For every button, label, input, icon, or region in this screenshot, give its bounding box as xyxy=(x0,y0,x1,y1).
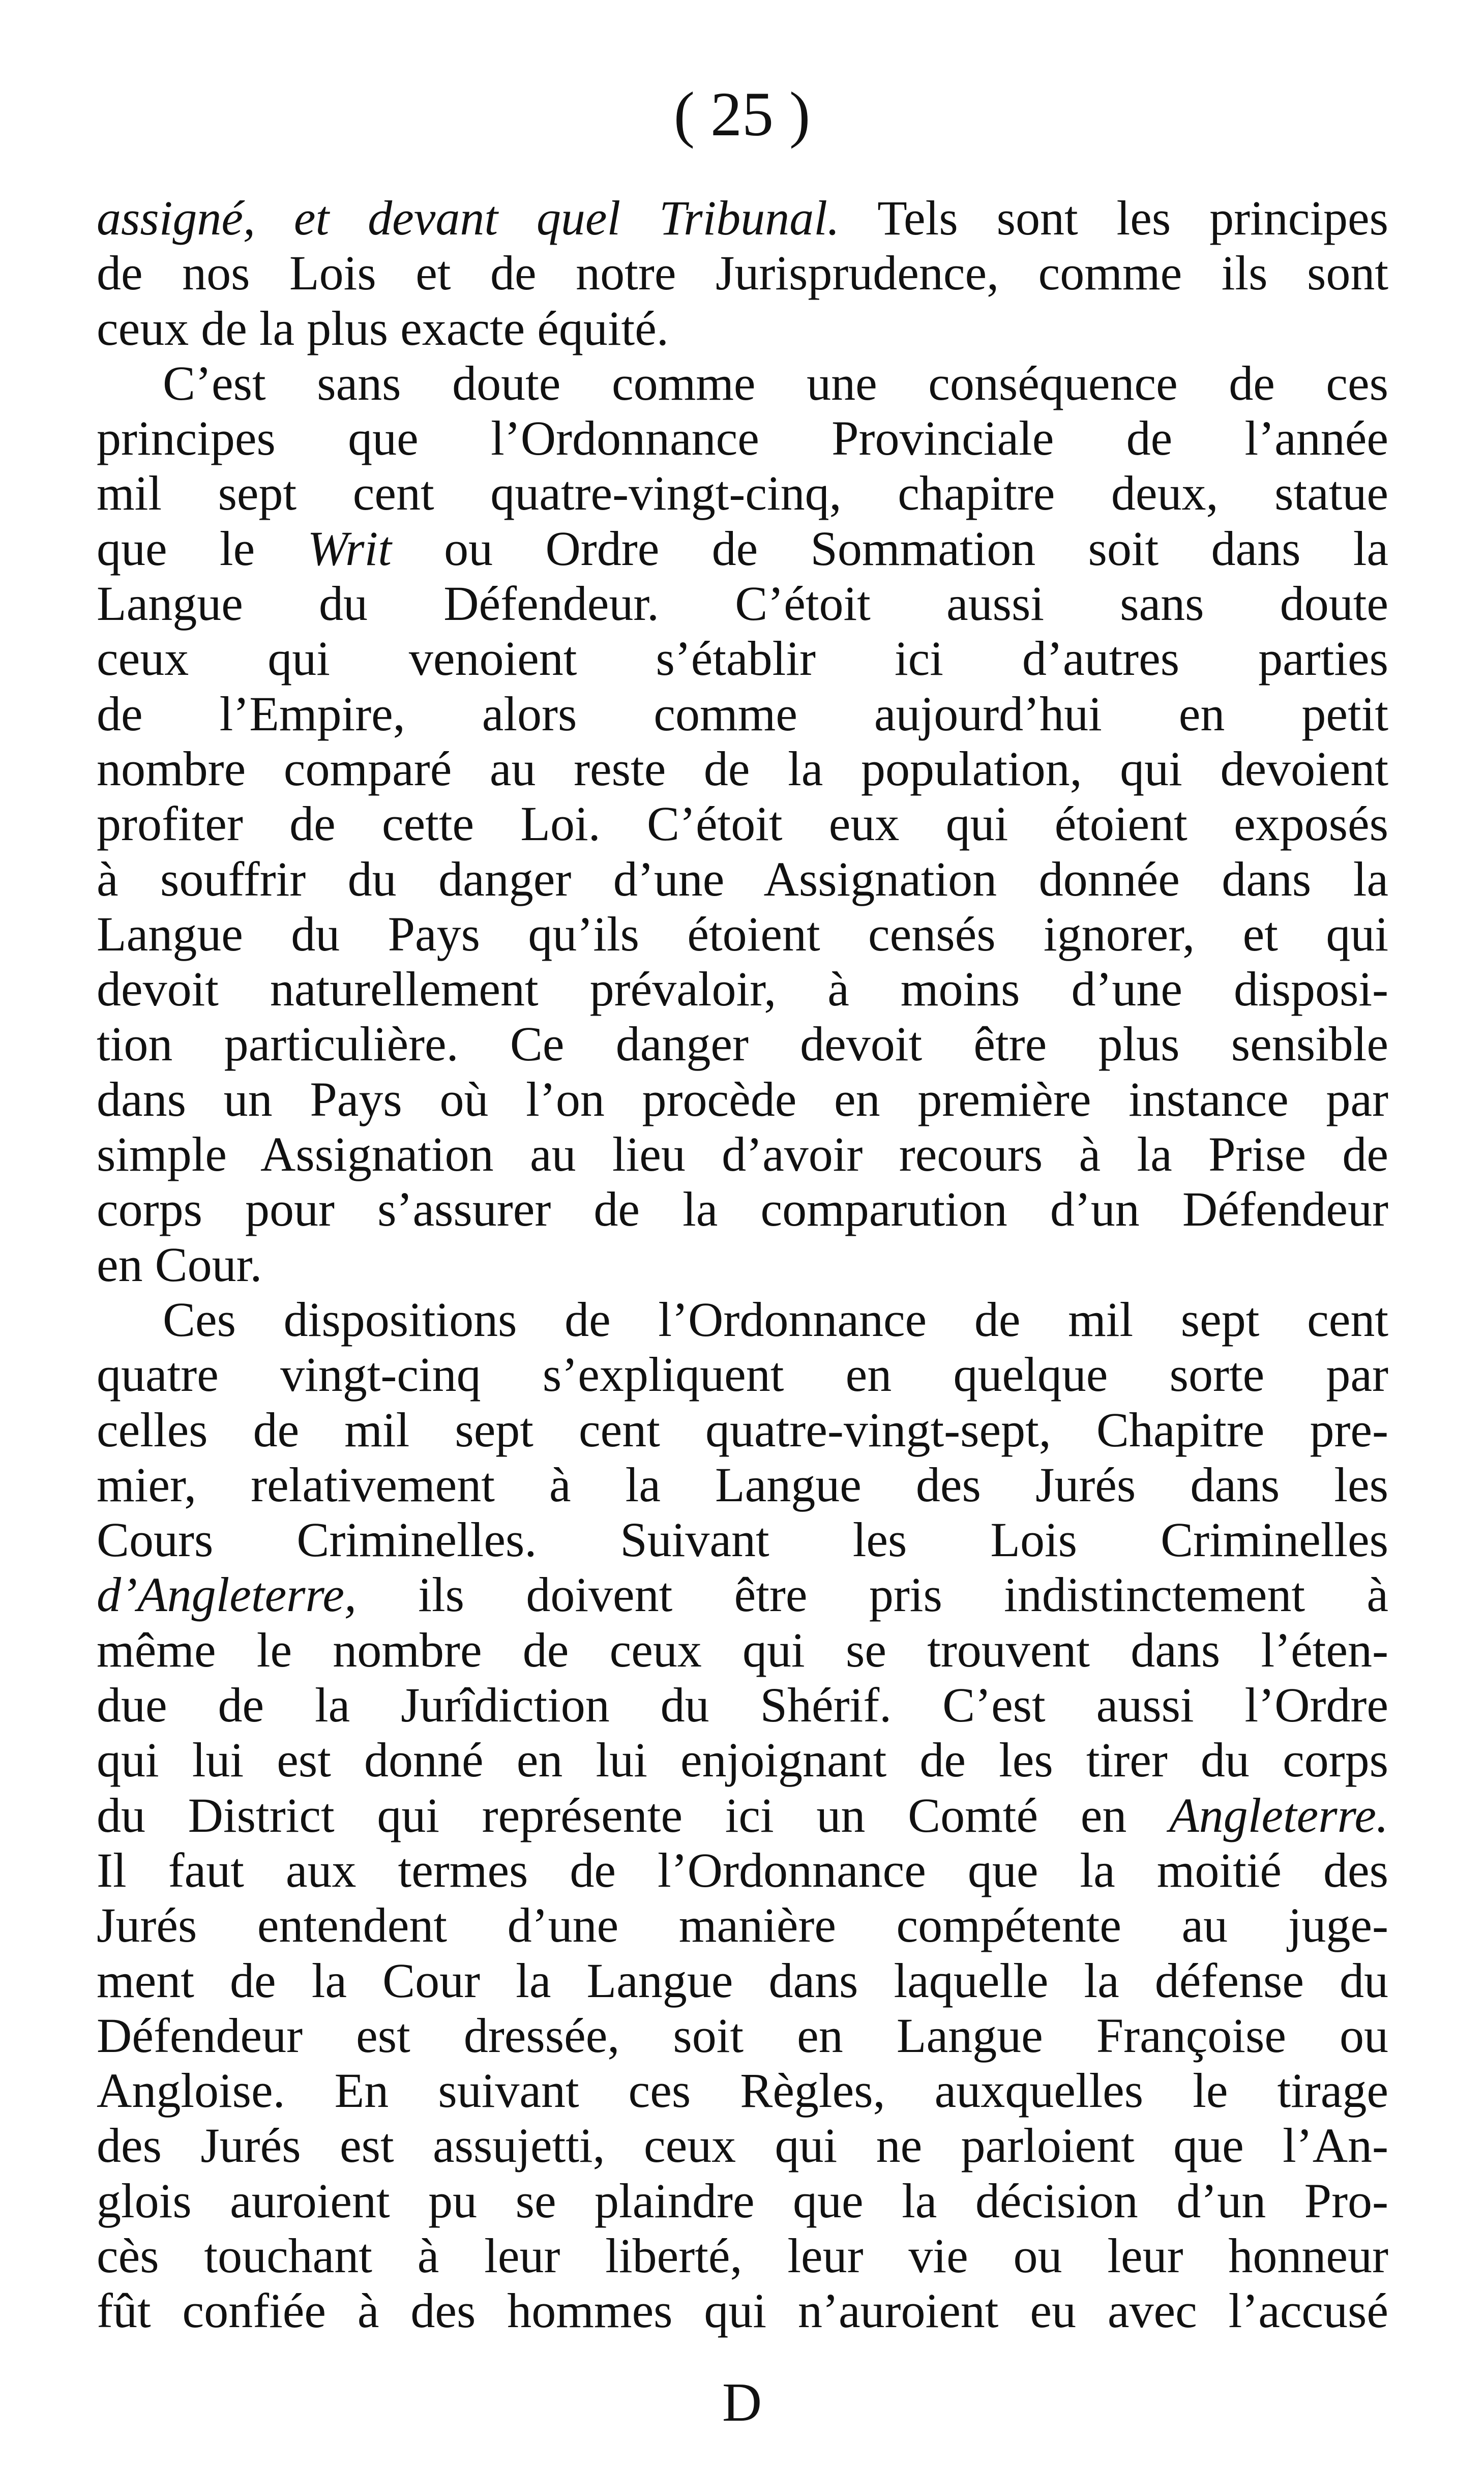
signature-mark: D xyxy=(722,2372,762,2433)
text-line: Cours Criminelles. Suivant les Lois Criminelles xyxy=(97,1512,1388,1567)
text-line: à souffrir du danger d’une Assignation donnée dans la xyxy=(97,851,1388,906)
text-line: Il faut aux termes de l’Ordonnance que la moitié des xyxy=(97,1842,1388,1897)
text-line: assigné, et devant quel Tribunal. Tels sont les principes xyxy=(97,191,1388,245)
text-line: dans un Pays où l’on procède en première instance par xyxy=(97,1072,1388,1126)
text-line: en Cour. xyxy=(97,1237,262,1292)
page-number: ( 25 ) xyxy=(673,79,811,149)
text-line: Langue du Pays qu’ils étoient censés ignorer, et qui xyxy=(97,906,1388,961)
paragraph-start-line: Ces dispositions de l’Ordonnance de mil sept cent xyxy=(163,1292,1388,1347)
text-line: simple Assignation au lieu d’avoir recours à la Prise de xyxy=(97,1127,1388,1182)
text-line: d’Angleterre, ils doivent être pris indistinctement à xyxy=(97,1567,1388,1622)
text-line: qui lui est donné en lui enjoignant de les tirer du corps xyxy=(97,1733,1388,1788)
text-line: cès touchant à leur liberté, leur vie ou leur honneur xyxy=(97,2228,1388,2283)
text-line: mier, relativement à la Langue des Jurés dans les xyxy=(97,1457,1388,1512)
text-line: nombre comparé au reste de la population, qui devoient xyxy=(97,741,1388,796)
text-line: de nos Lois et de notre Jurisprudence, comme ils sont xyxy=(97,246,1388,301)
text-line: ceux qui venoient s’établir ici d’autres parties xyxy=(97,631,1388,686)
text-line: de l’Empire, alors comme aujourd’hui en petit xyxy=(97,686,1388,741)
text-line: même le nombre de ceux qui se trouvent dans l’éten- xyxy=(97,1622,1388,1677)
text-line: du District qui représente ici un Comté en Angleterre. xyxy=(97,1788,1388,1842)
text-line: Défendeur est dressée, soit en Langue Françoise ou xyxy=(97,2008,1388,2063)
text-line: quatre vingt-cinq s’expliquent en quelque sorte par xyxy=(97,1347,1388,1402)
text-line: due de la Jurîdiction du Shérif. C’est aussi l’Ordre xyxy=(97,1678,1388,1733)
text-line: mil sept cent quatre-vingt-cinq, chapitre deux, statue xyxy=(97,466,1388,521)
text-line: tion particulière. Ce danger devoit être plus sensible xyxy=(97,1017,1388,1072)
text-line: que le Writ ou Ordre de Sommation soit dans la xyxy=(97,521,1389,576)
text-line: devoit naturellement prévaloir, à moins d’une disposi- xyxy=(97,962,1388,1017)
text-line: ceux de la plus exacte équité. xyxy=(97,301,669,355)
text-line: profiter de cette Loi. C’étoit eux qui étoient exposés xyxy=(97,796,1388,851)
text-line: des Jurés est assujetti, ceux qui ne parloient que l’An- xyxy=(97,2118,1388,2173)
text-line: principes que l’Ordonnance Provinciale de l’année xyxy=(97,411,1388,466)
text-line: celles de mil sept cent quatre-vingt-sept, Chapitre pre- xyxy=(97,1402,1388,1457)
text-line: Jurés entendent d’une manière compétente au juge- xyxy=(97,1898,1388,1953)
text-line: glois auroient pu se plaindre que la décision d’un Pro- xyxy=(97,2173,1388,2228)
text-line: fût confiée à des hommes qui n’auroient eu avec l’accusé xyxy=(97,2283,1388,2338)
paragraph-start-line: C’est sans doute comme une conséquence de ces xyxy=(163,355,1388,410)
text-line: Langue du Défendeur. C’étoit aussi sans doute xyxy=(97,576,1388,631)
text-line: corps pour s’assurer de la comparution d’un Défendeur xyxy=(97,1182,1388,1237)
text-line: Angloise. En suivant ces Règles, auxquelles le tirage xyxy=(97,2063,1388,2118)
body-text xyxy=(97,191,1388,2339)
text-line: ment de la Cour la Langue dans laquelle la défense du xyxy=(97,1953,1388,2008)
